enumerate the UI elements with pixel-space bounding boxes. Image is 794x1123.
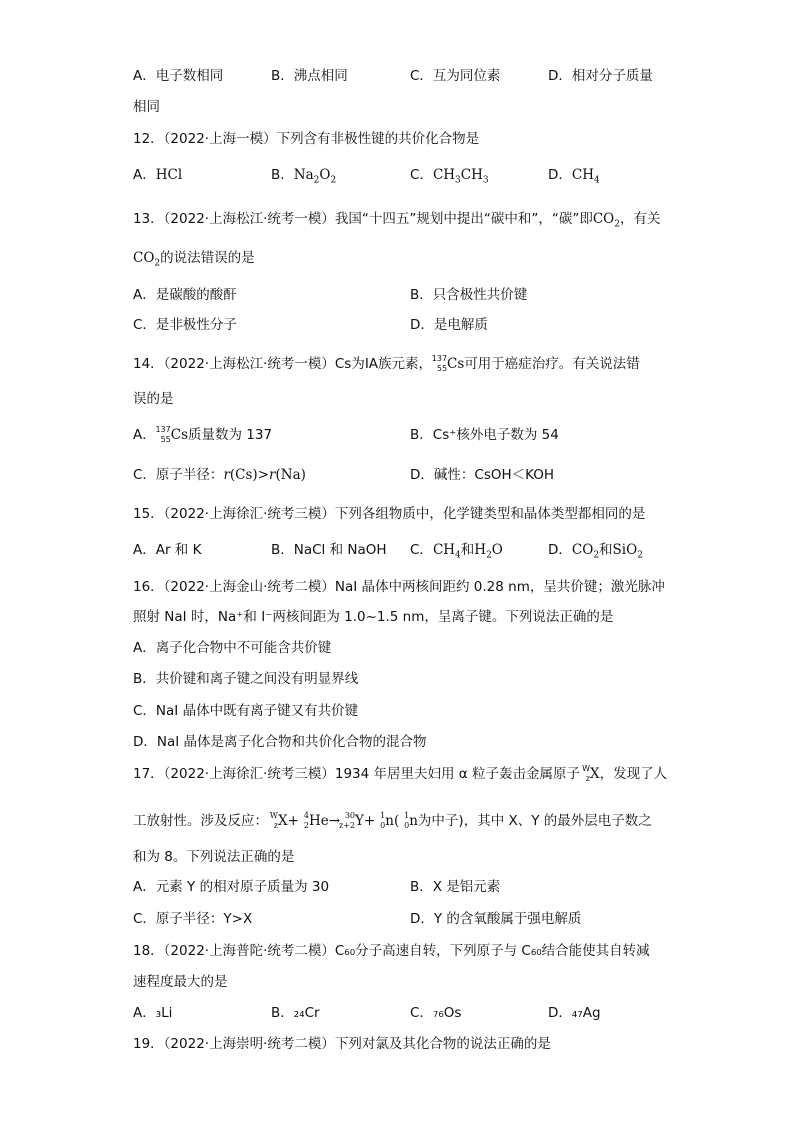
- q11-option-d: D．相对分子质量: [548, 68, 653, 84]
- q15-option-a: A．Ar 和 K: [133, 542, 202, 558]
- q15-options: [133, 541, 693, 559]
- q17-option-c: C．原子半径：Y>X: [133, 911, 253, 927]
- q13-options-row1: [133, 286, 693, 304]
- q11-option-a: A．电子数相同: [133, 68, 224, 84]
- q12-option-d: D．$CH_4$: [548, 167, 600, 186]
- q17-option-a: A．元素 Y 的相对原子质量为 30: [133, 879, 330, 895]
- q11-option-b: B．沸点相同: [271, 68, 348, 84]
- q14-option-b: B．Cs⁺核外电子数为 54: [410, 427, 559, 443]
- cs137-nuclide: 137 55: [431, 354, 448, 373]
- q13-stem-line1: 13．（2022·上海松江·统考一模）我国“十四五”规划中提出“碳中和”，“碳”即$CO_2$，有关: [133, 211, 661, 230]
- q13-option-d: D．是电解质: [410, 317, 488, 333]
- q14-stem-line2: 误的是: [133, 391, 174, 407]
- q15-option-b: B．NaCl 和 NaOH: [271, 542, 387, 558]
- q14-option-a: A． 137 55 Cs质量数为 137: [133, 425, 273, 444]
- x-nuclide: W z: [582, 764, 590, 783]
- q15-stem: 15．（2022·上海徐汇·统考三模）下列各组物质中，化学键类型和晶体类型都相同的是: [133, 506, 646, 522]
- cs137-nuclide: 137 55: [155, 425, 171, 444]
- q16-option-a: A．离子化合物中不可能含共价键: [133, 640, 332, 656]
- q13-option-a: A．是碳酸的酸酐: [133, 287, 237, 303]
- q15-option-d: D．$CO_2$和SiO$_2$: [548, 542, 643, 561]
- q14-stem-line1: 14．（2022·上海松江·统考一模）Cs为ⅠA族元素， 137 55 Cs可用于癌症治疗。有关说法错: [133, 354, 640, 373]
- q18-option-b: B．₂₄Cr: [271, 1005, 320, 1021]
- q17-options-row2: [133, 910, 693, 928]
- q17-stem-line2: 工放射性。涉及反应： W z X+ 4 2 He→ 30 z+2 Y+ 1 0 n( 1 0 n为中子)，其中 X、Y 的最外层电子数之: [133, 811, 652, 830]
- q14-options-row1: [133, 426, 693, 444]
- q16-option-d: D．NaI 晶体是离子化合物和共价化合物的混合物: [133, 734, 427, 750]
- q17-option-d: D．Y 的含氧酸属于强电解质: [410, 911, 582, 927]
- q16-stem-line1: 16．（2022·上海金山·统考二模）NaI 晶体中两核间距约 0.28 nm，呈共价键；激光脉冲: [133, 579, 665, 595]
- q12-stem: 12．（2022·上海一模）下列含有非极性键的共价化合物是: [133, 131, 480, 147]
- q17-options-row1: [133, 878, 693, 896]
- q16-option-c: C．NaI 晶体中既有离子键又有共价键: [133, 703, 359, 719]
- q13-options-row2: [133, 316, 693, 334]
- q17-stem-line3: 和为 8。下列说法正确的是: [133, 849, 295, 865]
- q15-option-c: C．$CH_4$和$H_2O$: [410, 542, 503, 561]
- q12-option-b: B．$Na_2O_2$: [271, 167, 337, 186]
- q19-stem: 19．（2022·上海崇明·统考二模）下列对氯及其化合物的说法正确的是: [133, 1036, 551, 1052]
- q11-option-c: C．互为同位素: [410, 68, 501, 84]
- q13-stem-line2: $CO_2$的说法错误的是: [133, 250, 255, 269]
- q18-option-a: A．₃Li: [133, 1005, 173, 1021]
- q13-option-b: B．只含极性共价键: [410, 287, 528, 303]
- q11-option-d-continuation: 相同: [133, 99, 160, 115]
- q18-options: [133, 1004, 693, 1022]
- q18-option-d: D．₄₇Ag: [548, 1005, 601, 1021]
- q17-option-b: B．X 是铝元素: [410, 879, 501, 895]
- q14-option-d: D．碱性：CsOH＜KOH: [410, 467, 555, 483]
- q12-option-c: C．$CH_3CH_3$: [410, 167, 489, 186]
- q12-option-a: A．HCl: [133, 167, 183, 183]
- q18-stem-line2: 速程度最大的是: [133, 974, 228, 990]
- q18-stem-line1: 18．（2022·上海普陀·统考二模）C₆₀分子高速自转，下列原子与 C₆₀结合能使其自转减: [133, 943, 650, 959]
- q13-option-c: C．是非极性分子: [133, 317, 237, 333]
- q14-option-c: C．原子半径：r(Cs)>r(Na): [133, 467, 306, 483]
- q14-options-row2: [133, 466, 693, 484]
- q18-option-c: C．₇₆Os: [410, 1005, 462, 1021]
- q16-stem-line2: 照射 NaI 时，Na⁺和 I⁻两核间距为 1.0~1.5 nm，呈离子键。下列说法正确的是: [133, 609, 614, 625]
- q17-nuclear-equation: W z X+ 4 2 He→ 30 z+2 Y+ 1 0 n( 1 0 n: [269, 811, 418, 830]
- q12-options: [133, 166, 693, 184]
- q11-options: [133, 67, 693, 85]
- q16-option-b: B．共价键和离子键之间没有明显界线: [133, 671, 359, 687]
- q17-stem-line1: 17．（2022·上海徐汇·统考三模）1934 年居里夫妇用 α 粒子轰击金属原子 W z X，发现了人: [133, 764, 668, 783]
